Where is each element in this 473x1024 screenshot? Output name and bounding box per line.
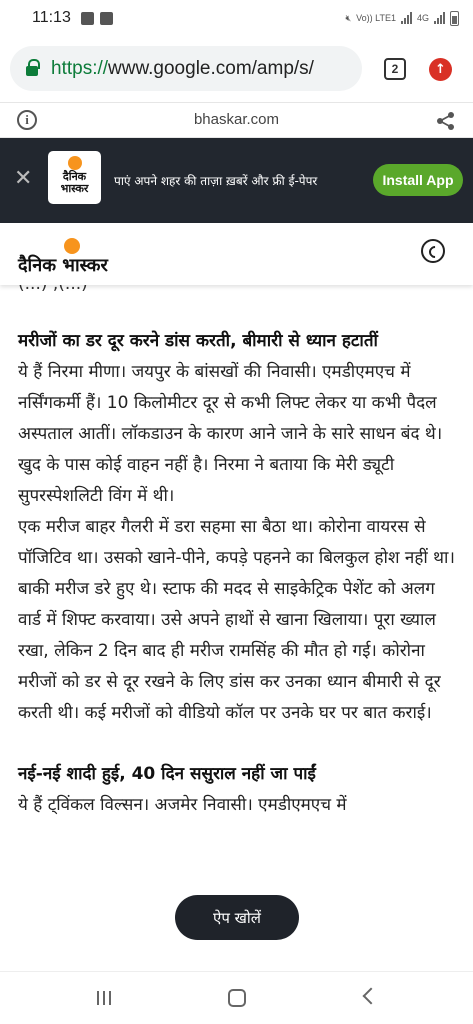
site-header <box>0 223 473 285</box>
browser-toolbar <box>0 36 473 102</box>
check-notification-icon <box>100 12 113 25</box>
whatsapp-icon[interactable] <box>421 239 445 263</box>
notification-icons <box>81 12 113 25</box>
close-icon[interactable]: ✕ <box>14 166 33 191</box>
url-path: www.google.com/amp/s/ <box>108 57 314 79</box>
recent-apps-icon[interactable] <box>97 991 113 1005</box>
status-bar <box>0 0 473 36</box>
url-text[interactable] <box>51 58 314 80</box>
volte-label: Vo)) LTE1 <box>356 13 396 23</box>
url-scheme: https:// <box>51 57 109 79</box>
partial-text <box>18 285 455 301</box>
logo-sun-icon <box>64 238 80 254</box>
gallery-notification-icon <box>81 12 94 25</box>
network-4g-label: 4G <box>416 13 429 23</box>
article-body <box>0 285 473 971</box>
app-logo-text: दैनिक भास्कर <box>60 170 89 195</box>
navigation-bar <box>0 971 473 1024</box>
amp-domain[interactable]: bhaskar.com <box>193 111 280 128</box>
paragraph-1: ये हैं निरमा मीणा। जयपुर के बांसखों की निवासी। एमडीएमएच में नर्सिंगकर्मी हैं। 10 किलोमीटर दूर से कभी लिफ्ट लेकर या कभी पैदल अस्पताल आतीं। लॉकडाउन के कारण आने जाने के सारे साधन बंद थे। खुद के पास कोई वाहन नहीं है। निरमा ने बताया कि मेरी ड्यूटी सुपरस्पेशलिटी विंग में थी। <box>18 362 443 506</box>
battery-icon <box>450 11 459 26</box>
signal-1-icon <box>401 12 412 24</box>
url-bar[interactable] <box>10 46 362 91</box>
logo-sun-icon <box>68 156 82 170</box>
status-time: 11:13 <box>32 9 71 26</box>
banner-text: पाएं अपने शहर की ताज़ा ख़बरें और फ्री ई-पेपर <box>114 174 318 188</box>
tab-switcher-icon[interactable]: 2 <box>384 58 406 80</box>
system-status <box>345 11 459 26</box>
section-heading-2: नई-नई शादी हुई, 40 दिन ससुराल नहीं जा पाईं <box>18 764 316 784</box>
mute-icon: 🔇︎ <box>345 12 352 23</box>
site-logo-text: दैनिक भास्कर <box>18 255 108 276</box>
install-app-button[interactable]: Install App <box>373 164 463 196</box>
section-heading-1: मरीजों का डर दूर करने डांस करती, बीमारी से ध्यान हटातीं <box>18 331 378 351</box>
info-icon[interactable]: i <box>17 110 37 130</box>
share-icon[interactable] <box>436 111 456 131</box>
update-icon[interactable]: ↑ <box>429 58 452 81</box>
home-icon[interactable] <box>228 989 246 1007</box>
back-icon[interactable] <box>363 988 380 1005</box>
app-install-banner <box>0 138 473 223</box>
site-logo[interactable] <box>18 238 128 278</box>
paragraph-3: ये हैं ट्विंकल विल्सन। अजमेर निवासी। एमडीएमएच में <box>18 795 347 815</box>
signal-2-icon <box>434 12 445 24</box>
amp-header <box>0 102 473 138</box>
open-app-button[interactable]: ऐप खोलें <box>175 895 299 940</box>
paragraph-2: एक मरीज बाहर गैलरी में डरा सहमा सा बैठा था। कोरोना वायरस से पॉजिटिव था। उसको खाने-पीने, कपड़े पहनने का बिलकुल होश नहीं था। बाकी मरीज डरे हुए थे। स्टाफ की मदद से साइकेट्रिक पेशेंट को अलग वार्ड में शिफ्ट करवाया। उसे अपने हाथों से खाना खिलाया। पूरा ख्याल रखा, लेकिन 2 दिन बाद ही मरीज रामसिंह की मौत हो गई। कोरोना मरीजों को डर से दूर रखने के लिए डांस कर उनका ध्यान बीमारी से दूर करती थी। कई मरीजों को वीडियो कॉल पर उनके घर पर बात कराई। <box>18 517 455 723</box>
app-logo <box>48 151 101 204</box>
lock-icon <box>26 66 38 76</box>
